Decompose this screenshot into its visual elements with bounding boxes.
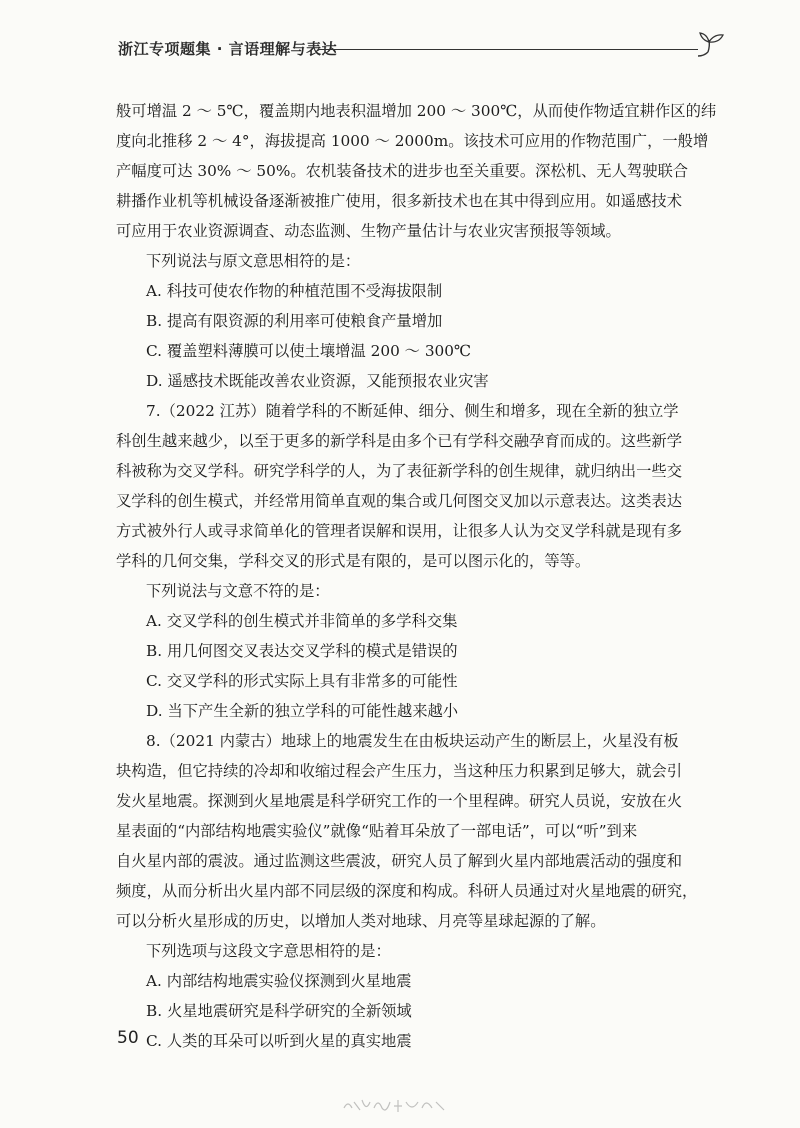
text-line: 叉学科的创生模式，并经常用简单直观的集合或几何图交叉加以示意表达。这类表达	[116, 492, 682, 510]
text-line: B. 用几何图交叉表达交叉学科的模式是错误的	[146, 642, 458, 660]
text-line: 频度，从而分析出火星内部不同层级的深度和构成。科研人员通过对火星地震的研究，	[116, 882, 698, 900]
text-line: B. 火星地震研究是科学研究的全新领域	[146, 1002, 412, 1020]
text-line: 自火星内部的震波。通过监测这些震波，研究人员了解到火星内部地震活动的强度和	[116, 852, 682, 870]
text-line: 耕播作业机等机械设备逐渐被推广使用，很多新技术也在其中得到应用。如遥感技术	[116, 192, 682, 210]
text-line: 度向北推移 2 ～ 4°，海拔提高 1000 ～ 2000m。该技术可应用的作物范围广，一般增	[116, 132, 709, 150]
text-line: D. 当下产生全新的独立学科的可能性越来越小	[146, 702, 459, 720]
text-line: A. 内部结构地震实验仪探测到火星地震	[146, 972, 412, 990]
text-line: 可以分析火星形成的历史，以增加人类对地球、月亮等星球起源的了解。	[116, 912, 606, 930]
text-line: 可应用于农业资源调查、动态监测、生物产量估计与农业灾害预报等领域。	[116, 222, 621, 240]
text-line: 7.（2022 江苏）随着学科的不断延伸、细分、侧生和增多，现在全新的独立学	[146, 402, 679, 420]
text-line: 下列说法与原文意思相符的是：	[146, 252, 361, 270]
text-line: 学科的几何交集，学科交叉的形式是有限的，是可以图示化的，等等。	[116, 552, 591, 570]
page-header	[118, 30, 728, 64]
text-line: C. 覆盖塑料薄膜可以使土壤增温 200 ～ 300℃	[146, 342, 472, 360]
watermark-signature	[340, 1094, 450, 1116]
text-line: 般可增温 2 ～ 5℃，覆盖期内地表积温增加 200 ～ 300℃，从而使作物适宜耕作区的纬	[116, 102, 717, 120]
text-line: 发火星地震。探测到火星地震是科学研究工作的一个里程碑。研究人员说，安放在火	[116, 792, 682, 810]
text-line: 8.（2021 内蒙古）地球上的地震发生在由板块运动产生的断层上，火星没有板	[146, 732, 679, 750]
header-title: 浙江专项题集 · 言语理解与表达	[118, 40, 338, 58]
text-line: 产幅度可达 30% ～ 50%。农机装备技术的进步也至关重要。深松机、无人驾驶联合	[116, 162, 689, 180]
text-line: 科被称为交叉学科。研究学科学的人，为了表征新学科的创生规律，就归纳出一些交	[116, 462, 682, 480]
text-line: 星表面的“内部结构地震实验仪”就像“贴着耳朵放了一部电话”，可以“听”到来	[116, 822, 638, 840]
text-line: D. 遥感技术既能改善农业资源，又能预报农业灾害	[146, 372, 489, 390]
header-rule	[318, 49, 698, 50]
page-body	[116, 96, 720, 1056]
text-line: C. 人类的耳朵可以听到火星的真实地震	[146, 1032, 412, 1050]
text-line: 下列说法与文意不符的是：	[146, 582, 330, 600]
sprout-icon	[694, 30, 728, 60]
text-line: 块构造，但它持续的冷却和收缩过程会产生压力，当这种压力积累到足够大，就会引	[116, 762, 682, 780]
text-line: 下列选项与这段文字意思相符的是：	[146, 942, 391, 960]
text-line: A. 交叉学科的创生模式并非简单的多学科交集	[146, 612, 458, 630]
page-number: 50	[117, 1028, 139, 1048]
text-line: 科创生越来越少，以至于更多的新学科是由多个已有学科交融孕育而成的。这些新学	[116, 432, 682, 450]
text-line: A. 科技可使农作物的种植范围不受海拔限制	[146, 282, 443, 300]
text-line: C. 交叉学科的形式实际上具有非常多的可能性	[146, 672, 458, 690]
text-line: 方式被外行人或寻求简单化的管理者误解和误用，让很多人认为交叉学科就是现有多	[116, 522, 682, 540]
text-line: B. 提高有限资源的利用率可使粮食产量增加	[146, 312, 443, 330]
